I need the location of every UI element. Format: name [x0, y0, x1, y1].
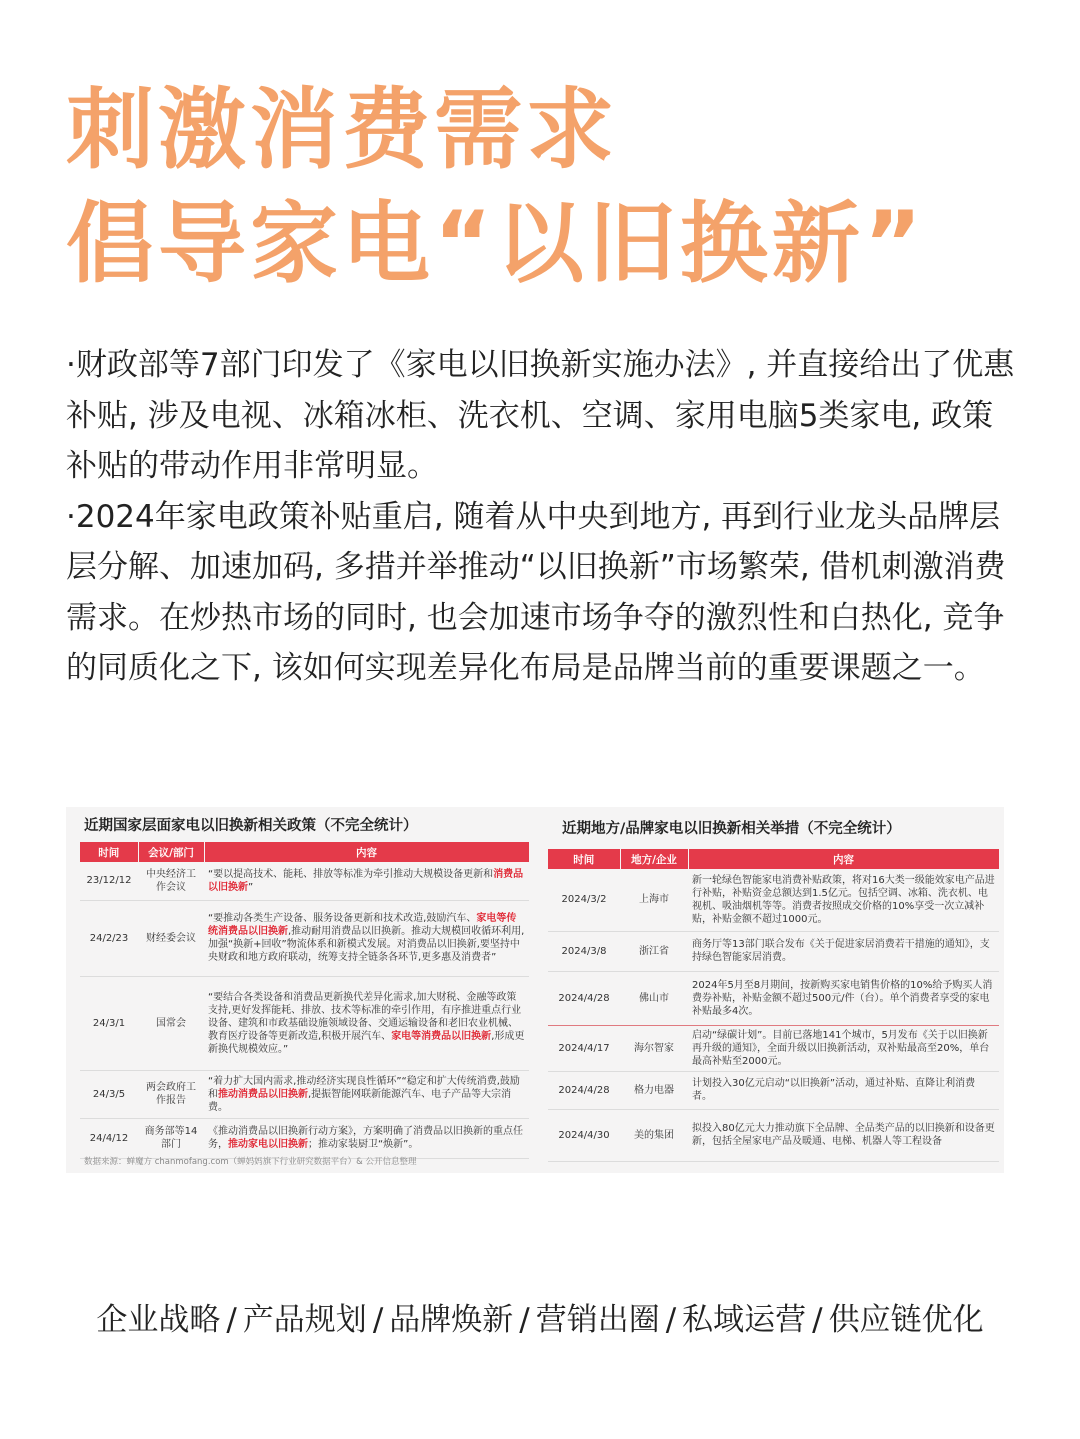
row-date: 2024/4/28	[548, 1071, 620, 1109]
tag-separator: /	[226, 1302, 237, 1338]
row-content	[204, 1118, 529, 1158]
content-text: ；推动家装厨卫“焕新”。	[308, 1139, 419, 1150]
paragraph-2: ·2024年家电政策补贴重启, 随着从中央到地方, 再到行业龙头品牌层层分解、加速加码, 多措并举推动“以旧换新”市场繁荣, 借机刺激消费需求。在炒热市场的同时, 也会加速市场争夺的激烈性和白热化, 竞争的同质化之下, 该如何实现差异化布局是品牌当前的重要课题之一。	[66, 498, 1006, 686]
table-row	[548, 931, 999, 971]
row-date: 2024/3/2	[548, 869, 620, 931]
table-row	[548, 1109, 999, 1161]
content-text: 《推动消费品以旧换新行动方案》，方案明确了消费品以旧换新的重点任务，	[208, 1126, 523, 1150]
national-policy-panel	[66, 807, 544, 1167]
row-content: 计划投入30亿元启动“以旧换新”活动，通过补贴、直降让利消费者。	[688, 1071, 999, 1109]
row-content: 拟投入80亿元大力推动旗下全品牌、全品类产品的以旧换新和设备更新，包括全屋家电产品及暖通、电梯、机器人等工程设备	[688, 1109, 999, 1161]
tag-separator: /	[372, 1302, 384, 1338]
data-source-note: 数据来源：蝉魔方 chanmofang.com（蝉妈妈旗下行业研究数据平台）& 公开信息整理	[84, 1157, 417, 1167]
local-header-content: 内容	[688, 849, 999, 869]
row-content	[204, 862, 529, 900]
content-text: ”	[248, 881, 254, 893]
service-tag: 私域运营	[682, 1302, 807, 1338]
policy-tables-image	[66, 807, 1004, 1173]
table-row	[80, 976, 529, 1070]
national-header-content: 内容	[204, 842, 529, 862]
highlight-text: 推动家电以旧换新	[228, 1139, 308, 1150]
row-org: 佛山市	[620, 971, 688, 1025]
row-content	[204, 900, 529, 976]
row-date: 24/4/12	[80, 1118, 138, 1158]
table-row	[80, 1070, 529, 1118]
row-dept: 财经委会议	[138, 900, 204, 976]
row-date: 24/3/1	[80, 976, 138, 1070]
table-row	[548, 1071, 999, 1109]
page-title-line-2: 倡导家电“以旧换新”	[66, 192, 926, 295]
row-date: 24/2/23	[80, 900, 138, 976]
row-date: 2024/4/28	[548, 971, 620, 1025]
service-tag: 供应链优化	[828, 1302, 984, 1338]
local-header-date: 时间	[548, 849, 620, 869]
row-content: 新一轮绿色智能家电消费补贴政策，将对16大类一级能效家电产品进行补贴，补贴资金总额达到1.5亿元。包括空调、冰箱、洗衣机、电视机、吸油烟机等等。消费者按照成交价格的10%享受一次立减补贴，补贴金额不超过1000元。	[688, 869, 999, 931]
row-content	[204, 976, 529, 1070]
content-text: “要推动各类生产设备、服务设备更新和技术改造,鼓励汽车、	[208, 913, 477, 924]
row-date: 2024/3/8	[548, 931, 620, 971]
table-row	[548, 869, 999, 931]
table-row	[548, 1025, 999, 1071]
row-content: 商务厅等13部门联合发布《关于促进家居消费若干措施的通知》，支持绿色智能家居消费。	[688, 931, 999, 971]
content-text: ,形成更新换代规模效应。”	[208, 1030, 525, 1055]
row-dept: 两会政府工作报告	[138, 1070, 204, 1118]
service-tag: 企业战略	[96, 1302, 221, 1338]
service-tag: 产品规划	[242, 1302, 367, 1338]
local-measures-table	[548, 849, 1000, 1162]
content-text: “着力扩大国内需求,推动经济实现良性循环”“稳定和扩大传统消费,鼓励和	[208, 1075, 520, 1100]
service-tag: 营销出圈	[535, 1302, 660, 1338]
tag-separator: /	[812, 1302, 823, 1338]
row-content	[204, 1070, 529, 1118]
tag-separator: /	[519, 1302, 530, 1338]
row-date: 23/12/12	[80, 862, 138, 900]
row-date: 24/3/5	[80, 1070, 138, 1118]
row-org: 上海市	[620, 869, 688, 931]
service-tags	[0, 1298, 1080, 1342]
national-header-dept: 会议/部门	[138, 842, 204, 862]
content-text: ,提振智能网联新能源汽车、电子产品等大宗消费。	[208, 1088, 512, 1113]
row-content: 启动“绿碳计划”。目前已落地141个城市，5月发布《关于以旧换新再升级的通知》，全面升级以旧换新活动，双补贴最高至20%，单台最高补贴至2000元。	[688, 1025, 999, 1071]
page-title-line-1: 刺激消费需求	[66, 78, 619, 181]
highlight-text: 消费品以旧换新	[208, 868, 524, 893]
row-dept: 商务部等14部门	[138, 1118, 204, 1158]
content-text: “要结合各类设备和消费品更新换代差异化需求,加大财税、金融等政策支持,更好发挥能耗、排放、技术等标准的牵引作用，有序推进重点行业设备、建筑和市政基础设施领域设备、交通运输设备和老旧农业机械、教育医疗设备等更新改造,积极开展汽车、	[208, 991, 522, 1042]
row-dept: 国常会	[138, 976, 204, 1070]
row-content: 2024年5月至8月期间，按新购买家电销售价格的10%给予购买人消费券补贴，补贴金额不超过500元/件（台）。单个消费者享受的家电补贴最多4次。	[688, 971, 999, 1025]
national-header-date: 时间	[80, 842, 138, 862]
highlight-text: 推动消费品以旧换新	[218, 1088, 308, 1100]
row-date: 2024/4/30	[548, 1109, 620, 1161]
row-org: 美的集团	[620, 1109, 688, 1161]
highlight-text: 家电等传统消费品以旧换新	[208, 913, 517, 937]
content-text: ,推动耐用消费品以旧换新。推动大规模回收循环利用,加强“换新+回收”物流体系和新模式发展。对消费品以旧换新,要坚持中央财政和地方政府联动，统筹支持全链条各环节,更多惠及消费者”	[208, 926, 525, 963]
national-policy-table	[80, 842, 530, 1159]
national-table-title: 近期国家层面家电以旧换新相关政策（不完全统计）	[84, 818, 418, 834]
row-dept: 中央经济工作会议	[138, 862, 204, 900]
row-date: 2024/4/17	[548, 1025, 620, 1071]
row-org: 格力电器	[620, 1071, 688, 1109]
tag-separator: /	[665, 1302, 677, 1338]
table-row	[548, 971, 999, 1025]
content-text: “要以提高技术、能耗、排放等标准为牵引推动大规模设备更新和	[208, 868, 494, 880]
body-text	[66, 340, 1016, 694]
row-org: 浙江省	[620, 931, 688, 971]
local-table-title: 近期地方/品牌家电以旧换新相关举措（不完全统计）	[562, 821, 901, 837]
table-row	[80, 900, 529, 976]
row-org: 海尔智家	[620, 1025, 688, 1071]
local-header-org: 地方/企业	[620, 849, 688, 869]
highlight-text: 家电等消费品以旧换新	[391, 1030, 492, 1042]
table-row	[80, 1118, 529, 1158]
local-measures-panel	[544, 807, 1004, 1162]
table-row	[80, 862, 529, 900]
paragraph-1: ·财政部等7部门印发了《家电以旧换新实施办法》, 并直接给出了优惠补贴, 涉及电视、冰箱冰柜、洗衣机、空调、家用电脑5类家电, 政策补贴的带动作用非常明显。	[66, 347, 1015, 484]
service-tag: 品牌焕新	[389, 1302, 514, 1338]
